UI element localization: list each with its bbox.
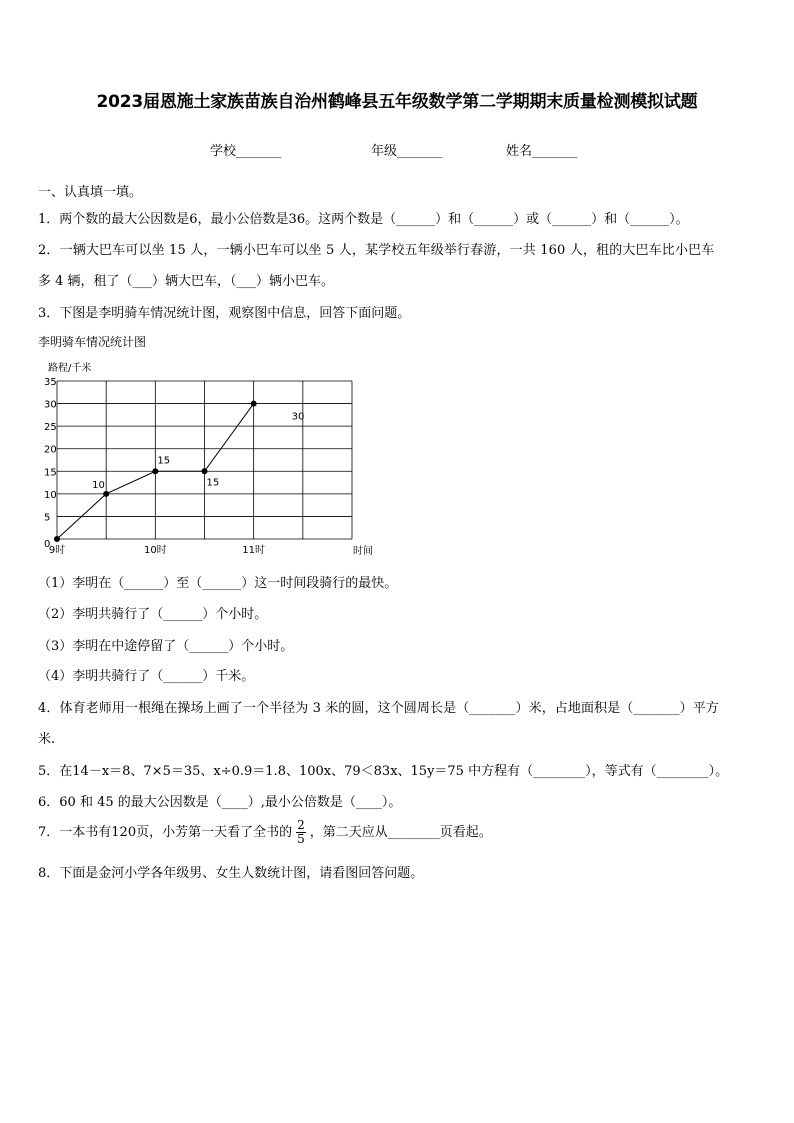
x-tick-label: 10时 [143,545,167,556]
fraction-two-fifths [296,819,306,846]
y-axis-label: 路程/千米 [48,363,92,374]
fraction-denominator: 5 [297,832,305,846]
section-heading: 一、认真填一填。 [38,185,143,200]
fraction-numerator: 2 [297,818,305,832]
y-tick-label: 25 [44,422,57,434]
chart-x-ticks [49,543,265,556]
question-1: 1．两个数的最大公因数是6，最小公倍数是36。这两个数是（______）和（______）或（______）和（______）。 [38,212,689,227]
data-label: 10 [92,479,105,491]
y-tick-label: 0 [44,539,51,550]
data-label: 30 [291,411,305,423]
page-title: 2023届恩施土家族苗族自治州鹤峰县五年级数学第二学期期末质量检测模拟试题 [96,92,698,112]
y-tick-label: 5 [44,512,51,524]
name-field[interactable]: 姓名_______ [506,144,578,159]
chart-point-labels [92,412,304,491]
y-tick-label: 15 [44,467,57,479]
question-2-line-1: 2．一辆大巴车可以坐 15 人，一辆小巴车可以坐 5 人，某学校五年级举行春游，一共 160 人，租的大巴车比小巴车 [38,243,715,258]
question-4-line-1: 4．体育老师用一根绳在操场上画了一个半径为 3 米的圆，这个圆周长是（_______）米，占地面积是（_______）平方 [38,701,719,716]
chart-y-ticks [44,377,57,550]
question-3-3: （3）李明在中途停留了（______）个小时。 [38,639,294,654]
question-3: 3．下图是李明骑车情况统计图，观察图中信息，回答下面问题。 [38,306,411,321]
x-tick-label: 11时 [242,545,266,556]
data-point [251,401,257,407]
question-6: 6．60 和 45 的最大公因数是（____）,最小公倍数是（____）。 [38,795,402,810]
data-label: 15 [157,455,171,467]
question-4-line-2: 米. [38,732,56,747]
y-tick-label: 20 [44,444,57,456]
question-2-line-2: 多 4 辆，租了（___）辆大巴车，（___）辆小巴车。 [38,274,335,289]
data-label: 15 [206,477,220,489]
question-8: 8．下面是金河小学各年级男、女生人数统计图，请看图回答问题。 [38,866,424,881]
question-5: 5．在14－x＝8、7×5＝35、x÷0.9＝1.8、100x、79＜83x、15y＝75 中方程有（________），等式有（________）。 [38,764,729,779]
data-point [152,468,158,474]
question-3-2: （2）李明共骑行了（______）个小时。 [38,607,268,622]
question-3-1: （1）李明在（______）至（______）这一时间段骑行的最快。 [38,576,398,591]
question-7-text-after: ，第二天应从________页看起。 [309,825,492,840]
line-chart [30,358,390,563]
grade-field[interactable]: 年级_______ [371,144,443,159]
x-tick-label: 9时 [48,545,66,556]
y-tick-label: 10 [44,489,57,501]
chart-title: 李明骑车情况统计图 [38,335,147,349]
data-point [54,536,60,542]
question-7-text-before: 7．一本书有120页，小芳第一天看了全书的 [38,825,293,840]
question-3-4: （4）李明共骑行了（______）千米。 [38,669,255,684]
question-7 [38,819,492,846]
y-tick-label: 35 [44,377,57,388]
data-point [202,468,208,474]
x-axis-label: 时间 [353,546,373,557]
school-field[interactable]: 学校_______ [210,144,282,159]
y-tick-label: 30 [44,399,57,411]
chart-grid [57,381,352,539]
data-point [103,491,109,497]
